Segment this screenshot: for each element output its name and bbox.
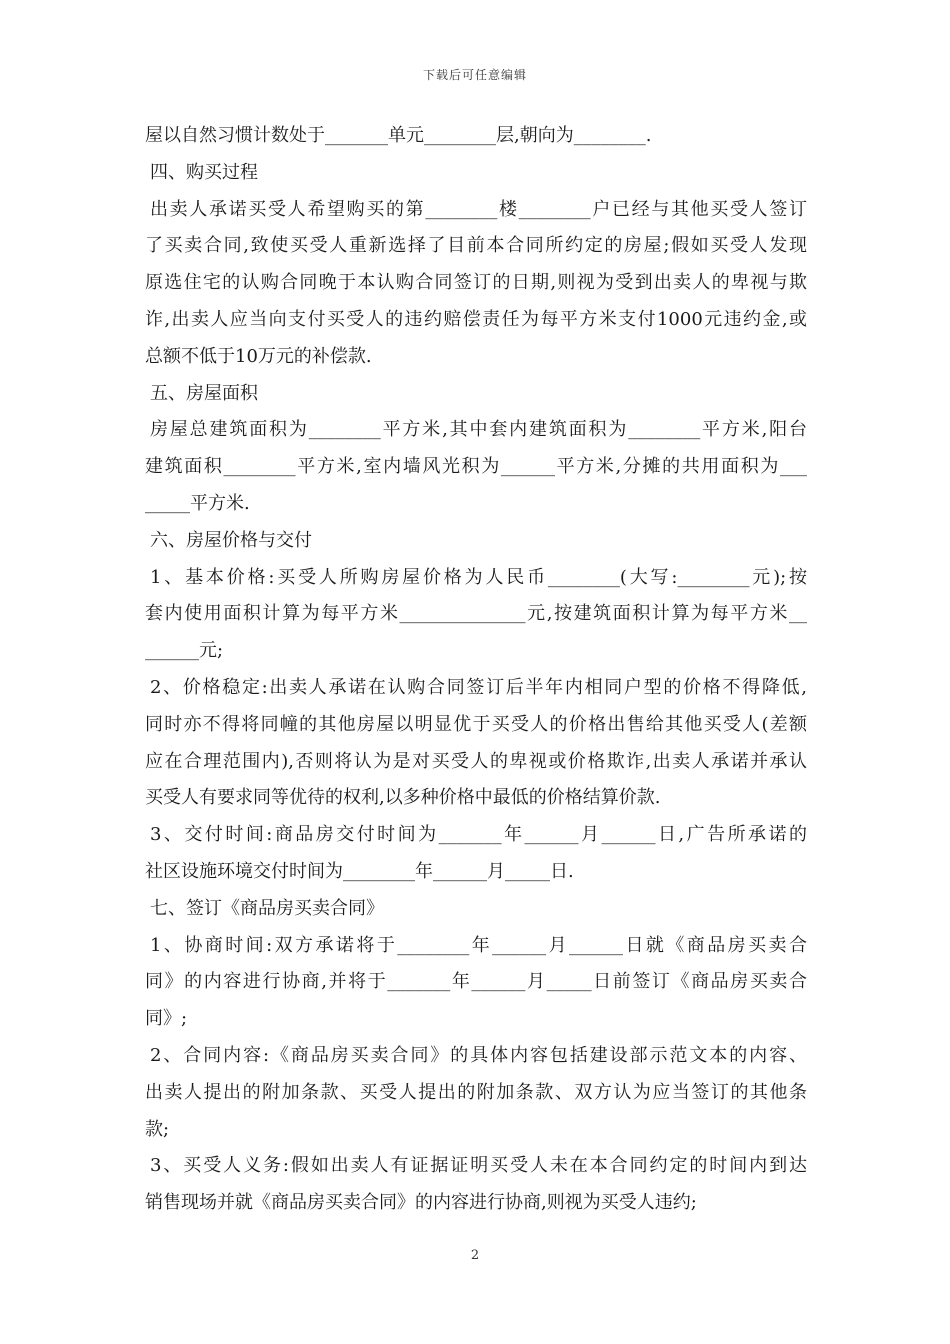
text-line: 3、买受人义务:假如出卖人有证据证明买受人未在本合同约定的时间内到达 — [150, 1155, 807, 1177]
text-line: 诈,出卖人应当向支付买受人的违约赔偿责任为每平方米支付1000元违约金,或 — [145, 308, 807, 330]
text-line: 2、合同内容:《商品房买卖合同》的具体内容包括建设部示范文本的内容、 — [150, 1044, 807, 1066]
text-line: 销售现场并就《商品房买卖合同》的内容进行协商,则视为买受人违约; — [145, 1192, 697, 1214]
text-line: 七、签订《商品房买卖合同》 — [150, 897, 384, 919]
text-line: 社区设施环境交付时间为________年______月_____日. — [145, 860, 574, 882]
text-line: 出卖人承诺买受人希望购买的第________楼________户已经与其他买受人签订 — [150, 198, 807, 220]
text-line: ______元; — [145, 640, 224, 662]
text-line: 建筑面积________平方米,室内墙风光积为______平方米,分摊的共用面积为___ — [145, 456, 807, 478]
text-line: 款; — [145, 1118, 170, 1140]
text-line: 总额不低于10万元的补偿款. — [145, 345, 372, 367]
text-line: 1、协商时间:双方承诺将于________年______月______日就《商品房买卖合 — [150, 934, 807, 956]
text-line: 买受人有要求同等优待的权利,以多种价格中最低的价格结算价款. — [145, 787, 661, 809]
text-line: 2、价格稳定:出卖人承诺在认购合同签订后半年内相同户型的价格不得降低, — [150, 676, 807, 698]
document-body — [145, 118, 807, 1222]
text-line: 同》; — [145, 1008, 188, 1030]
text-line: 出卖人提出的附加条款、买受人提出的附加条款、双方认为应当签订的其他条 — [145, 1081, 807, 1103]
text-line: 了买卖合同,致使买受人重新选择了目前本合同所约定的房屋;假如买受人发现 — [145, 235, 807, 257]
text-line: 房屋总建筑面积为________平方米,其中套内建筑面积为________平方米,阳台 — [150, 419, 807, 441]
text-line: 原选住宅的认购合同晚于本认购合同签订的日期,则视为受到出卖人的卑视与欺 — [145, 272, 807, 294]
text-line: 六、房屋价格与交付 — [150, 529, 312, 551]
text-line: 应在合理范围内),否则将认为是对买受人的卑视或价格欺诈,出卖人承诺并承认 — [145, 750, 807, 772]
text-line: 3、交付时间:商品房交付时间为_______年______月______日,广告所承诺的 — [150, 824, 807, 846]
text-line: 屋以自然习惯计数处于_______单元________层,朝向为________. — [145, 125, 652, 146]
text-line: 套内使用面积计算为每平方米______________元,按建筑面积计算为每平方米__ — [145, 603, 807, 625]
text-line: 四、购买过程 — [150, 161, 258, 183]
text-line: _____平方米. — [145, 492, 250, 514]
text-line: 五、房屋面积 — [150, 382, 258, 404]
text-line: 同》的内容进行协商,并将于_______年______月_____日前签订《商品房买卖合 — [145, 971, 807, 993]
text-line: 同时亦不得将同幢的其他房屋以明显优于买受人的价格出售给其他买受人(差额 — [145, 713, 807, 735]
text-line: 1、基本价格:买受人所购房屋价格为人民币________(大写:________元);按 — [150, 566, 807, 588]
page-header: 下载后可任意编辑 — [422, 68, 527, 82]
page-number: 2 — [470, 1248, 480, 1263]
